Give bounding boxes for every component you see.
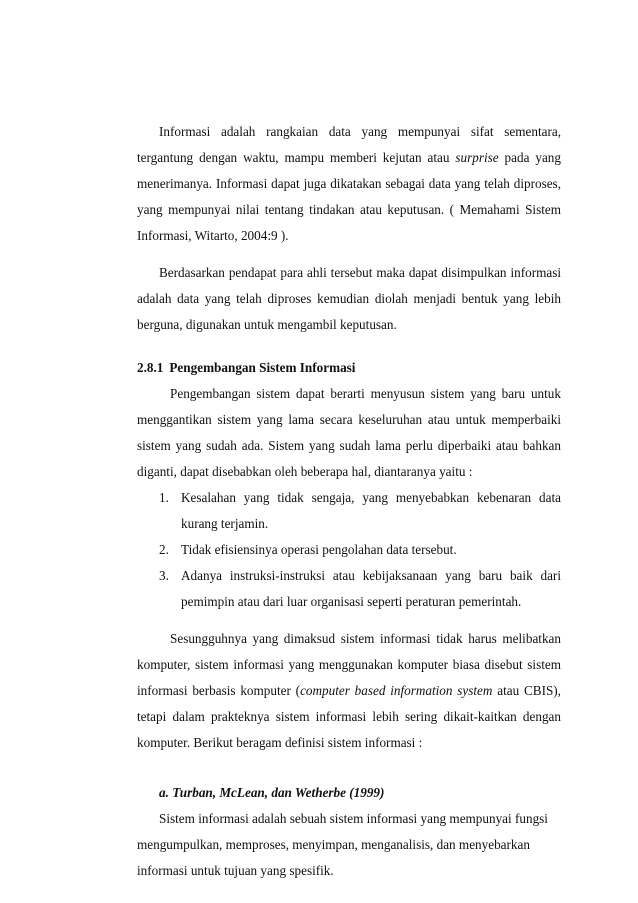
section-number: 2.8.1 (137, 360, 164, 375)
numbered-list (137, 485, 561, 615)
list-number: 1. (159, 490, 169, 505)
list-number: 2. (159, 542, 169, 557)
list-number: 3. (159, 568, 169, 583)
section-title: Pengembangan Sistem Informasi (169, 360, 356, 375)
italic-term: computer based information system (300, 683, 493, 698)
paragraph-informasi-definition (137, 119, 561, 249)
paragraph-text: Sesungguhnya yang dimaksud sistem informasi tidak harus melibatkan komputer, sistem informasi yang menggunakan komputer biasa disebut sistem informasi berbasis komputer ( (137, 631, 561, 698)
list-text: Adanya instruksi-instruksi atau kebijaksanaan yang baru baik dari pemimpin atau dari luar organisasi seperti peraturan pemerintah. (181, 568, 561, 609)
list-text: Kesalahan yang tidak sengaja, yang menyebabkan kebenaran data kurang terjamin. (181, 490, 561, 531)
paragraph-conclusion: Berdasarkan pendapat para ahli tersebut maka dapat disimpulkan informasi adalah data yang telah diproses kemudian diolah menjadi bentuk yang lebih berguna, digunakan untuk mengambil keputusan. (137, 265, 561, 332)
paragraph-text: atau CBIS), tetapi dalam prakteknya sistem informasi lebih sering dikait-kaitkan dengan komputer. Berikut beragam definisi sistem informasi : (137, 683, 561, 750)
paragraph-pengembangan: Pengembangan sistem dapat berarti menyusun sistem yang baru untuk menggantikan sistem yang lama secara keseluruhan atau untuk memperbaiki sistem yang sudah ada. Sistem yang sudah lama perlu diperbaiki atau bahkan diganti, dapat disebabkan oleh beberapa hal, diantaranya yaitu : (137, 386, 561, 479)
subheading-turban: a. Turban, McLean, dan Wetherbe (1999) (159, 785, 385, 800)
paragraph-text: pada yang menerimanya. Informasi dapat juga dikatakan sebagai data yang telah diproses, yang mempunyai nilai tentang tindakan atau keputusan. ( Memahami Sistem Informasi, Witarto, 2004:9 ). (137, 150, 561, 243)
section-heading (137, 355, 561, 381)
italic-term: surprise (455, 150, 499, 165)
paragraph-cbis (137, 626, 561, 756)
list-text: Tidak efisiensinya operasi pengolahan data tersebut. (181, 542, 457, 557)
list-item (137, 485, 561, 537)
paragraph-turban-definition: Sistem informasi adalah sebuah sistem informasi yang mempunyai fungsi mengumpulkan, memproses, menyimpan, menganalisis, dan menyebarkan informasi untuk tujuan yang spesifik. (137, 811, 548, 878)
list-item (137, 563, 561, 615)
page-content (137, 119, 561, 884)
paragraph-text: Informasi adalah rangkaian data yang mempunyai sifat sementara, tergantung dengan waktu, mampu memberi kejutan atau (137, 124, 561, 165)
list-item (137, 537, 561, 563)
